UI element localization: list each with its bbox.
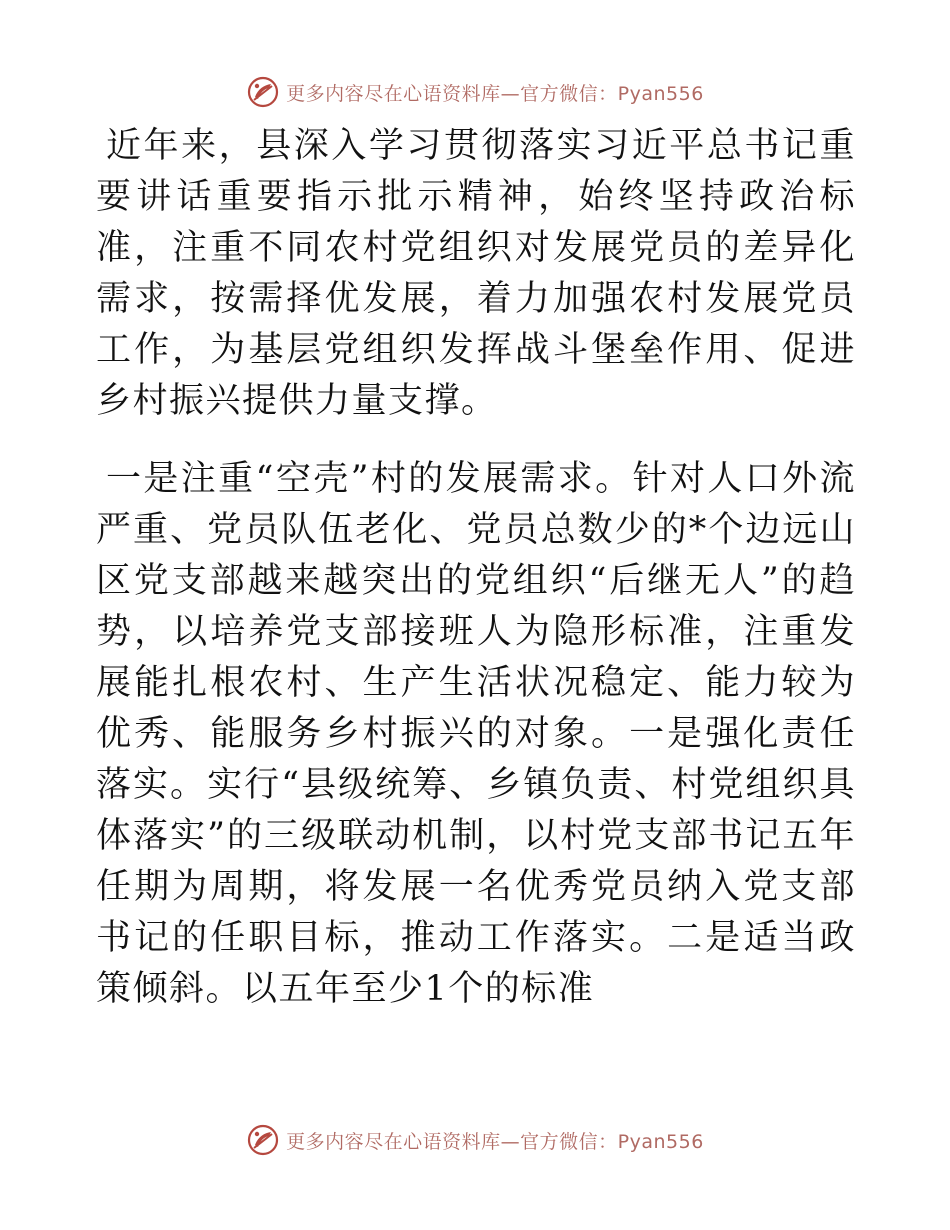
- header-banner: [0, 72, 950, 112]
- banner-text: 更多内容尽在心语资料库—官方微信：Pyan556: [286, 82, 704, 105]
- paragraph-1: 近年来，县深入学习贯彻落实习近平总书记重要讲话重要指示批示精神，始终坚持政治标准，注重不同农村党组织对发展党员的差异化需求，按需择优发展，着力加强农村发展党员工作，为基层党组织发挥战斗堡垒作用、促进乡村振兴提供力量支撑。: [96, 126, 856, 421]
- banner-text: 更多内容尽在心语资料库—官方微信：Pyan556: [286, 1130, 704, 1153]
- footer-banner: [0, 1120, 950, 1160]
- document-body: [96, 121, 856, 1015]
- paragraph-2: 一是注重“空壳”村的发展需求。针对人口外流严重、党员队伍老化、党员总数少的*个边远山区党支部越来越突出的党组织“后继无人”的趋势，以培养党支部接班人为隐形标准，注重发展能扎根农村、生产生活状况稳定、能力较为优秀、能服务乡村振兴的对象。一是强化责任落实。实行“县级统筹、乡镇负责、村党组织具体落实”的三级联动机制，以村党支部书记五年任期为周期，将发展一名优秀党员纳入党支部书记的任职目标，推动工作落实。二是适当政策倾斜。以五年至少1个的标准: [96, 459, 856, 1009]
- red-book-logo-icon: [246, 75, 280, 109]
- red-book-logo-icon: [246, 1123, 280, 1157]
